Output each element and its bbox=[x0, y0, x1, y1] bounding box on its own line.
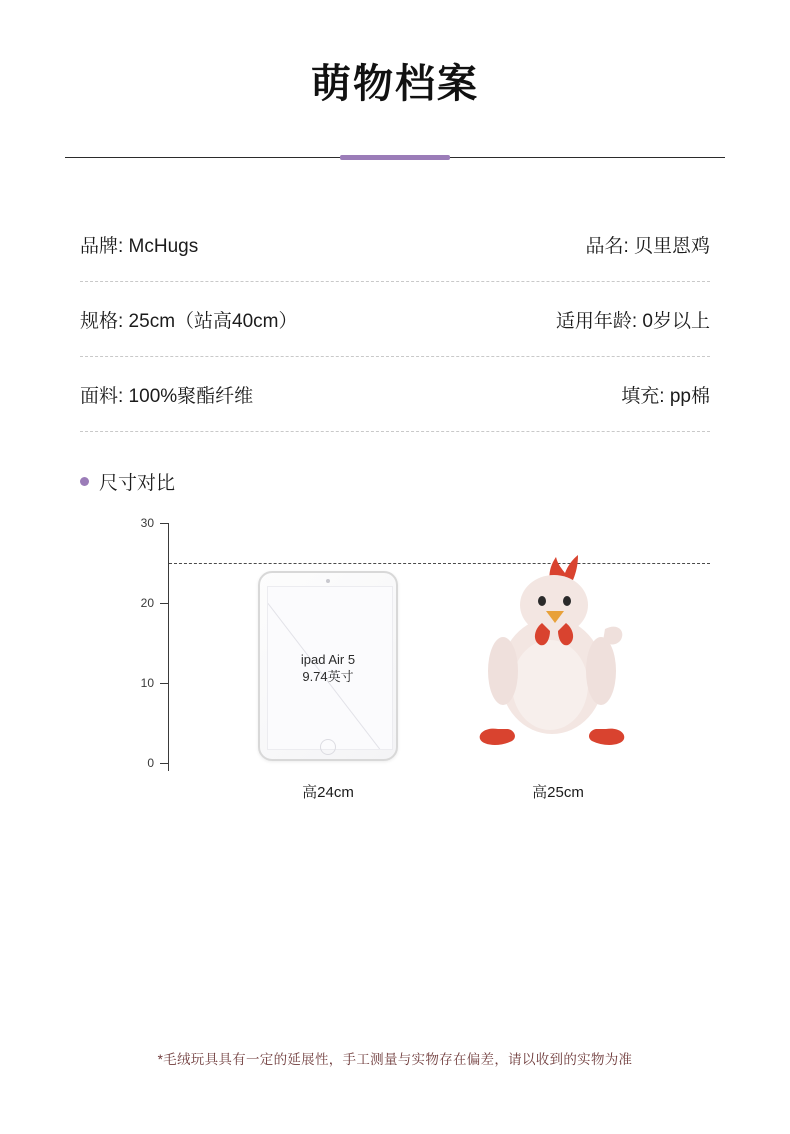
size-compare-heading bbox=[80, 468, 710, 495]
section-title: 尺寸对比 bbox=[99, 473, 176, 494]
axis-tick bbox=[160, 523, 169, 524]
bullet-icon bbox=[80, 477, 89, 486]
axis-tick-label: 0 bbox=[147, 756, 154, 770]
plush-chicken-icon bbox=[472, 543, 642, 765]
axis-tick bbox=[160, 683, 169, 684]
plush-caption: 高25cm bbox=[532, 784, 584, 801]
axis-tick-label: 10 bbox=[140, 676, 154, 690]
spec-size: 规格: 25cm（站高40cm） bbox=[80, 310, 298, 332]
size-comparison-chart bbox=[80, 516, 710, 833]
plush-chicken-illustration bbox=[472, 543, 642, 765]
axis-tick-label: 30 bbox=[140, 516, 154, 530]
camera-icon bbox=[326, 579, 330, 583]
footnote: *毛绒玩具具有一定的延展性，手工测量与实物存在偏差，请以收到的实物为准 bbox=[157, 1052, 633, 1067]
spec-brand: 品牌: McHugs bbox=[80, 235, 199, 257]
ipad-label bbox=[260, 651, 396, 685]
spec-filling: 填充: pp棉 bbox=[621, 385, 710, 407]
home-button-icon bbox=[320, 739, 336, 755]
ipad-screen-size-label: 9.74英寸 bbox=[302, 669, 354, 684]
axis-tick bbox=[160, 763, 169, 764]
chart-y-axis bbox=[168, 523, 169, 771]
divider-accent bbox=[340, 155, 450, 160]
spec-age: 适用年龄: 0岁以上 bbox=[555, 310, 710, 332]
title-divider bbox=[65, 155, 725, 161]
axis-tick-label: 20 bbox=[140, 596, 154, 610]
table-row bbox=[80, 282, 710, 356]
page-title: 萌物档案 bbox=[311, 62, 479, 106]
spec-table bbox=[80, 207, 710, 432]
product-detail-page bbox=[0, 52, 790, 1134]
table-row bbox=[80, 207, 710, 281]
ipad-illustration bbox=[258, 571, 398, 761]
spec-product-name: 品名: 贝里恩鸡 bbox=[585, 235, 710, 257]
ipad-model-label: ipad Air 5 bbox=[300, 652, 356, 667]
table-row bbox=[80, 357, 710, 431]
row-separator bbox=[80, 431, 710, 432]
ipad-caption: 高24cm bbox=[302, 784, 354, 801]
spec-fabric: 面料: 100%聚酯纤维 bbox=[80, 385, 254, 407]
axis-tick bbox=[160, 603, 169, 604]
